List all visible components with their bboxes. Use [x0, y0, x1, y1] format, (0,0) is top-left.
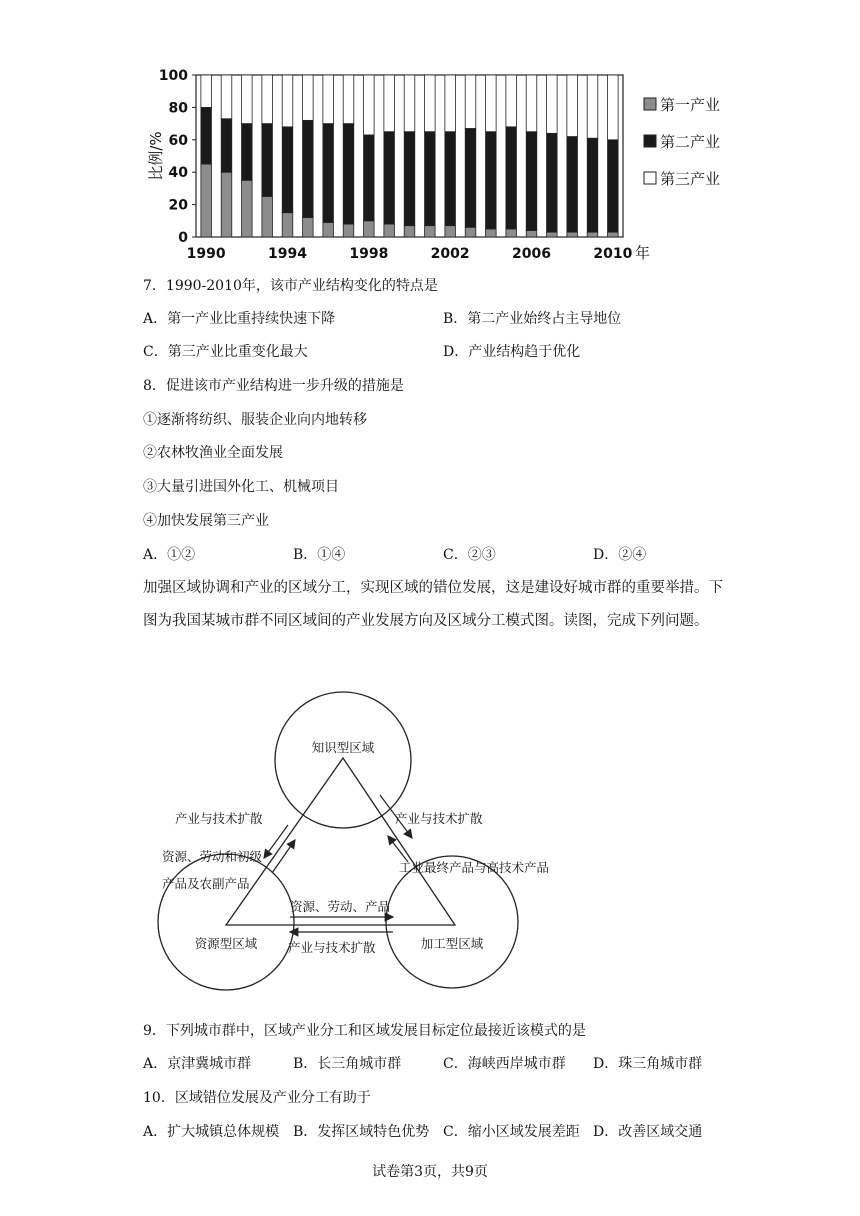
q9-option-b: B．长三角城市群 — [293, 1056, 402, 1072]
bar-segment-2008-s1 — [567, 232, 578, 237]
left-lower-label-1: 资源、劳动和初级 — [162, 849, 263, 864]
q8-item-2: ②农林牧渔业全面发展 — [143, 445, 283, 461]
chart-legend — [644, 96, 720, 188]
q10-option-d: D．改善区域交通 — [593, 1124, 703, 1140]
bar-segment-2006-s3 — [526, 75, 537, 132]
bar-segment-2001-s3 — [425, 75, 436, 132]
q10-stem: 10．区域错位发展及产业分工有助于 — [143, 1090, 371, 1106]
bar-segment-1994-s2 — [282, 127, 293, 213]
bar-segment-2004-s1 — [486, 229, 497, 237]
bar-segment-2003-s3 — [465, 75, 476, 128]
bar-segment-2007-s1 — [547, 232, 558, 237]
bar-segment-1995-s2 — [303, 120, 314, 217]
q8-option-a: A．①② — [143, 547, 196, 563]
right-lower-label: 工业最终产品与高技术产品 — [399, 860, 550, 875]
x-tick-label: 1994 — [268, 246, 307, 262]
bar-segment-1998-s2 — [364, 135, 375, 221]
q8-item-1: ①逐渐将纺织、服装企业向内地转移 — [143, 412, 367, 428]
left-lower-label-2: 产品及农副产品 — [162, 876, 250, 891]
bar-segment-2002-s2 — [445, 132, 456, 226]
bar-segment-2004-s3 — [486, 75, 497, 132]
bar-segment-1991-s3 — [221, 75, 232, 119]
q9-option-a: A．京津冀城市群 — [143, 1056, 252, 1072]
q9-stem: 9．下列城市群中，区域产业分工和区域发展目标定位最接近该模式的是 — [143, 1023, 586, 1039]
q8-item-3: ③大量引进国外化工、机械项目 — [143, 479, 339, 495]
bar-segment-1993-s3 — [262, 75, 273, 124]
bar-segment-2007-s3 — [547, 75, 558, 133]
page-footer: 试卷第3页，共9页 — [372, 1164, 488, 1180]
legend-label-3: 第三产业 — [660, 170, 721, 188]
left-arrow-up — [272, 840, 295, 873]
q7-option-b: B．第二产业始终占主导地位 — [443, 311, 622, 327]
legend-label-2: 第二产业 — [660, 133, 721, 151]
bar-segment-1990-s2 — [201, 107, 212, 164]
y-tick-label: 0 — [178, 230, 188, 246]
processing-region-circle — [386, 856, 518, 988]
y-tick-label: 40 — [168, 165, 188, 182]
q10-option-b: B．发挥区域特色优势 — [293, 1124, 430, 1140]
bar-segment-1999-s1 — [384, 224, 395, 237]
x-tick-label: 1990 — [186, 246, 226, 262]
bar-segment-2000-s2 — [404, 132, 415, 226]
bar-segment-2004-s2 — [486, 132, 497, 229]
bar-segment-1992-s1 — [242, 180, 253, 237]
bar-segment-1997-s2 — [343, 124, 354, 224]
bar-segment-1996-s2 — [323, 124, 334, 223]
bar-segment-1991-s2 — [221, 119, 232, 172]
x-tick-label: 2002 — [430, 246, 470, 262]
bar-segment-1995-s1 — [303, 218, 314, 237]
q8-option-c: C．②③ — [443, 547, 496, 563]
bar-segment-2005-s3 — [506, 75, 517, 127]
legend-swatch-1 — [644, 98, 656, 110]
q9-option-d: D．珠三角城市群 — [593, 1056, 703, 1072]
bar-segment-2010-s3 — [608, 75, 619, 140]
bar-segment-2009-s1 — [587, 232, 598, 237]
bar-segment-1996-s1 — [323, 222, 334, 237]
bar-segment-2009-s2 — [587, 138, 598, 232]
bar-segment-2002-s1 — [445, 226, 456, 237]
legend-swatch-3 — [644, 172, 656, 184]
bar-segment-1990-s1 — [201, 164, 212, 237]
q10-option-a: A．扩大城镇总体规模 — [143, 1124, 280, 1140]
bar-segment-1998-s1 — [364, 221, 375, 237]
regional-division-diagram — [150, 690, 580, 1000]
right-upper-label: 产业与技术扩散 — [395, 811, 483, 826]
knowledge-region-circle — [275, 692, 411, 828]
bar-segment-1992-s3 — [242, 75, 253, 124]
bar-segment-1990-s3 — [201, 75, 212, 107]
bar-segment-2001-s1 — [425, 226, 436, 237]
bar-segment-2005-s1 — [506, 229, 517, 237]
bar-segment-1995-s3 — [303, 75, 314, 120]
bar-segment-1993-s2 — [262, 124, 273, 197]
bar-segment-1992-s2 — [242, 124, 253, 181]
bottom-lower-label: 产业与技术扩散 — [288, 940, 376, 955]
y-tick-label: 80 — [168, 100, 188, 117]
bottom-upper-label: 资源、劳动、产品 — [290, 899, 391, 914]
bar-segment-2007-s2 — [547, 133, 558, 232]
processing-region-label: 加工型区域 — [420, 936, 484, 951]
bar-segment-1996-s3 — [323, 75, 334, 124]
y-tick-label: 20 — [168, 197, 188, 214]
chart-bars — [201, 75, 618, 237]
y-axis-label: 比例/% — [147, 131, 165, 181]
q8-stem: 8．促进该市产业结构进一步升级的措施是 — [143, 378, 404, 394]
bar-segment-2003-s1 — [465, 227, 476, 237]
legend-swatch-2 — [644, 135, 656, 147]
bar-segment-1994-s3 — [282, 75, 293, 127]
q8-item-4: ④加快发展第三产业 — [143, 513, 269, 529]
bar-segment-1997-s1 — [343, 224, 354, 237]
bar-segment-2005-s2 — [506, 127, 517, 229]
bar-segment-2006-s2 — [526, 132, 537, 231]
knowledge-region-label: 知识型区域 — [311, 740, 375, 755]
resource-region-circle — [158, 854, 294, 990]
bar-segment-1994-s1 — [282, 213, 293, 237]
bar-segment-2000-s1 — [404, 226, 415, 237]
bar-segment-1991-s1 — [221, 172, 232, 237]
q7-stem: 7．1990-2010年，该市产业结构变化的特点是 — [143, 278, 438, 294]
bar-segment-1997-s3 — [343, 75, 354, 124]
bar-segment-2008-s3 — [567, 75, 578, 137]
bar-segment-2010-s2 — [608, 140, 619, 232]
x-axis-unit: 年 — [635, 244, 651, 262]
bar-segment-1993-s1 — [262, 197, 273, 238]
resource-region-label: 资源型区域 — [194, 936, 258, 951]
bar-segment-2003-s2 — [465, 128, 476, 227]
x-tick-label: 2006 — [512, 246, 551, 262]
q8-option-b: B．①④ — [293, 547, 346, 563]
q7-option-d: D．产业结构趋于优化 — [443, 344, 581, 360]
bar-segment-2000-s3 — [404, 75, 415, 132]
q10-option-c: C．缩小区域发展差距 — [443, 1124, 580, 1140]
q7-option-c: C．第三产业比重变化最大 — [143, 344, 308, 360]
bar-segment-1998-s3 — [364, 75, 375, 135]
x-tick-label: 1998 — [349, 246, 389, 262]
bar-segment-2010-s1 — [608, 232, 619, 237]
bar-segment-1999-s3 — [384, 75, 395, 132]
y-tick-label: 100 — [158, 68, 188, 84]
y-tick-label: 60 — [168, 132, 188, 149]
bar-segment-2008-s2 — [567, 137, 578, 233]
bar-segment-2009-s3 — [587, 75, 598, 138]
bar-segment-2001-s2 — [425, 132, 436, 226]
q7-option-a: A．第一产业比重持续快速下降 — [143, 311, 336, 327]
q9-option-c: C．海峡西岸城市群 — [443, 1056, 566, 1072]
q8-option-d: D．②④ — [593, 547, 647, 563]
bar-segment-1999-s2 — [384, 132, 395, 224]
industry-structure-chart — [143, 60, 743, 270]
left-upper-label: 产业与技术扩散 — [175, 811, 263, 826]
bar-segment-2002-s3 — [445, 75, 456, 132]
bar-segment-2006-s1 — [526, 231, 537, 237]
x-tick-label: 2010 — [593, 246, 633, 262]
legend-label-1: 第一产业 — [660, 96, 721, 114]
intro-paragraph: 加强区域协调和产业的区域分工，实现区域的错位发展，这是建设好城市群的重要举措。下图为我国某城市群不同区域间的产业发展方向及区域分工模式图。读图，完成下列问题。 — [143, 580, 723, 629]
